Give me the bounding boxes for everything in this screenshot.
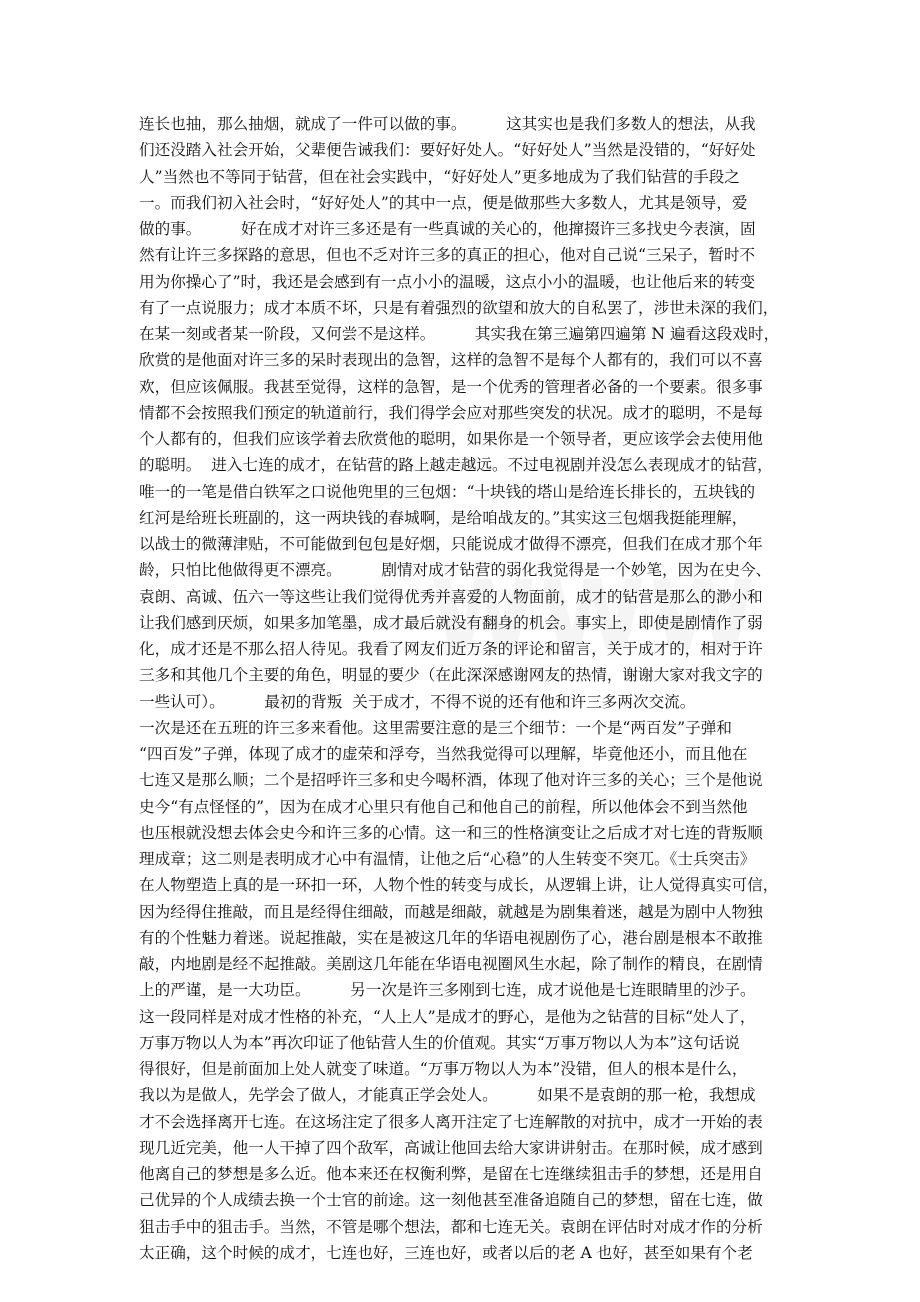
text-line: 连长也抽，那么抽烟，就成了一件可以做的事。 这其实也是我们多数人的想法，从我 bbox=[139, 115, 756, 133]
text-line: 让我们感到厌烦，如果多加笔墨，成才最后就没有翻身的机会。事实上，即使是剧情作了弱 bbox=[139, 613, 763, 632]
text-line: 欣赏的是他面对许三多的呆时表现出的急智，这样的急智不是每个人都有的，我们可以不喜 bbox=[139, 351, 763, 370]
text-line: 然有让许三多探路的意思，但也不乏对许三多的真正的担心，他对自己说“三呆子，暂时不 bbox=[139, 246, 756, 265]
text-line: 个人都有的，但我们应该学着去欣赏他的聪明，如果你是一个领导者，更应该学会去使用他 bbox=[139, 430, 763, 448]
text-line: 欢，但应该佩服。我甚至觉得，这样的急智，是一个优秀的管理者必备的一个要素。很多事 bbox=[139, 377, 763, 396]
text-line: 理成章；这二则是表明成才心中有温情，让他之后“心稳”的人生转变不突兀。《士兵突击》 bbox=[139, 850, 756, 868]
text-line: 因为经得住推敲，而且是经得住细敲，而越是细敲，就越是为剧集着迷，越是为剧中人物独 bbox=[139, 902, 763, 921]
text-line: 七连又是那么顺；二个是招呼许三多和史今喝杯酒，体现了他对许三多的关心；三个是他说 bbox=[139, 771, 763, 790]
text-line: 红河是给班长班副的，这一两块钱的春城啊，是给咱战友的。”其实这三包烟我挺能理解， bbox=[139, 508, 748, 527]
text-line: 情都不会按照我们预定的轨道前行，我们得学会应对那些突发的状况。成才的聪明，不是每 bbox=[139, 403, 763, 422]
text-line: 做的事。 好在成才对许三多还是有一些真诚的关心的，他撺掇许三多找史今表演，固 bbox=[139, 220, 756, 238]
text-line: 我以为是做人，先学会了做人，才能真正学会处人。 如果不是袁朗的那一枪，我想成 bbox=[139, 1086, 756, 1105]
text-line: 有了一点说服力；成才本质不坏，只是有着强烈的欲望和放大的自私罢了，涉世未深的我们， bbox=[139, 298, 779, 317]
text-line: 万事万物以人为本”再次印证了他钻营人生的价值观。其实“万事万物以人为本”这句话说 bbox=[139, 1033, 740, 1052]
text-line: 太正确，这个时候的成才，七连也好，三连也好，或者以后的老 A 也好，甚至如果有个老 bbox=[139, 1243, 753, 1262]
text-line: 用为你操心了”时，我还是会感到有一点小小的温暖，这点小小的温暖，也让他后来的转变 bbox=[139, 272, 756, 291]
text-line: 的聪明。 进入七连的成才，在钻营的路上越走越远。不过电视剧并没怎么表现成才的钻营， bbox=[139, 456, 773, 475]
text-line: 一些认可）。 最初的背叛 关于成才，不得不说的还有他和许三多两次交流。 bbox=[139, 692, 696, 711]
text-line: 得很好，但是前面加上处人就变了味道。“万事万物以人为本”没错，但人的根本是什么， bbox=[139, 1060, 748, 1078]
text-line: 人”当然也不等同于钻营，但在社会实践中，“好好处人”更多地成为了我们钻营的手段之 bbox=[139, 167, 740, 186]
text-line: 狙击手中的狙击手。当然，不管是哪个想法，都和七连无关。袁朗在评估时对成才作的分析 bbox=[139, 1217, 763, 1236]
text-line: 们还没踏入社会开始，父辈便告诫我们：要好好处人。“好好处人”当然是没错的，“好好处 bbox=[139, 141, 756, 160]
text-line: 现几近完美，他一人干掉了四个敌军，高诚让他回去给大家讲讲射击。在那时候，成才感到 bbox=[139, 1138, 763, 1157]
text-line: “四百发”子弹，体现了成才的虚荣和浮夸，当然我觉得可以理解，毕竟他还小，而且他在 bbox=[139, 745, 748, 763]
body-text bbox=[139, 111, 789, 1266]
text-line: 一。而我们初入社会时，“好好处人”的其中一点，便是做那些大多数人，尤其是领导，爱 bbox=[139, 193, 748, 212]
text-line: 以战士的微薄津贴，不可能做到包包是好烟，只能说成才做得不漂亮，但我们在成才那个年 bbox=[139, 535, 763, 553]
text-line: 也压根就没想去体会史今和许三多的心情。这一和三的性格演变让之后成才对七连的背叛顺 bbox=[139, 823, 763, 842]
text-line: 在人物塑造上真的是一环扣一环，人物个性的转变与成长，从逻辑上讲，让人觉得真实可信， bbox=[139, 876, 779, 895]
text-line: 一次是还在五班的许三多来看他。这里需要注意的是三个细节：一个是“两百发”子弹和 bbox=[139, 718, 732, 737]
text-line: 才不会选择离开七连。在这场注定了很多人离开注定了七连解散的对抗中，成才一开始的表 bbox=[139, 1112, 763, 1131]
text-line: 他离自己的梦想是多么近。他本来还在权衡利弊，是留在七连继续狙击手的梦想，还是用自 bbox=[139, 1165, 763, 1183]
text-line: 化，成才还是不那么招人待见。我看了网友们近万条的评论和留言，关于成才的，相对于许 bbox=[139, 640, 763, 658]
text-line: 上的严谨，是一大功臣。 另一次是许三多刚到七连，成才说他是七连眼睛里的沙子。 bbox=[139, 981, 756, 1000]
text-line: 袁朗、高诚、伍六一等这些让我们觉得优秀并喜爱的人物面前，成才的钻营是那么的渺小和 bbox=[139, 587, 763, 606]
text-line: 史今“有点怪怪的”，因为在成才心里只有他自己和他自己的前程，所以他体会不到当然他 bbox=[139, 797, 748, 816]
text-line: 这一段同样是对成才性格的补充，“人上人”是成才的野心，是他为之钻营的目标“处人了， bbox=[139, 1007, 756, 1026]
text-line: 三多和其他几个主要的角色，明显的要少（在此深深感谢网友的热情，谢谢大家对我文字的 bbox=[139, 666, 763, 685]
text-line: 敲，内地剧是经不起推敲。美剧这几年能在华语电视圈风生水起，除了制作的精良，在剧情 bbox=[139, 955, 763, 973]
text-line: 在某一刻或者某一阶段，又何尝不是这样。 其实我在第三遍第四遍第 N 遍看这段戏时， bbox=[139, 325, 780, 343]
text-line: 己优异的个人成绩去换一个士官的前途。这一刻他甚至准备追随自己的梦想，留在七连，做 bbox=[139, 1191, 763, 1210]
text-line: 有的个性魅力着迷。说起推敲，实在是被这几年的华语电视剧伤了心，港台剧是根本不敢推 bbox=[139, 928, 763, 947]
text-line: 唯一的一笔是借白铁军之口说他兜里的三包烟：“十块钱的塔山是给连长排长的，五块钱的 bbox=[139, 482, 756, 501]
text-line: 龄，只怕比他做得更不漂亮。 剧情对成才钻营的弱化我觉得是一个妙笔，因为在史今、 bbox=[139, 561, 772, 580]
